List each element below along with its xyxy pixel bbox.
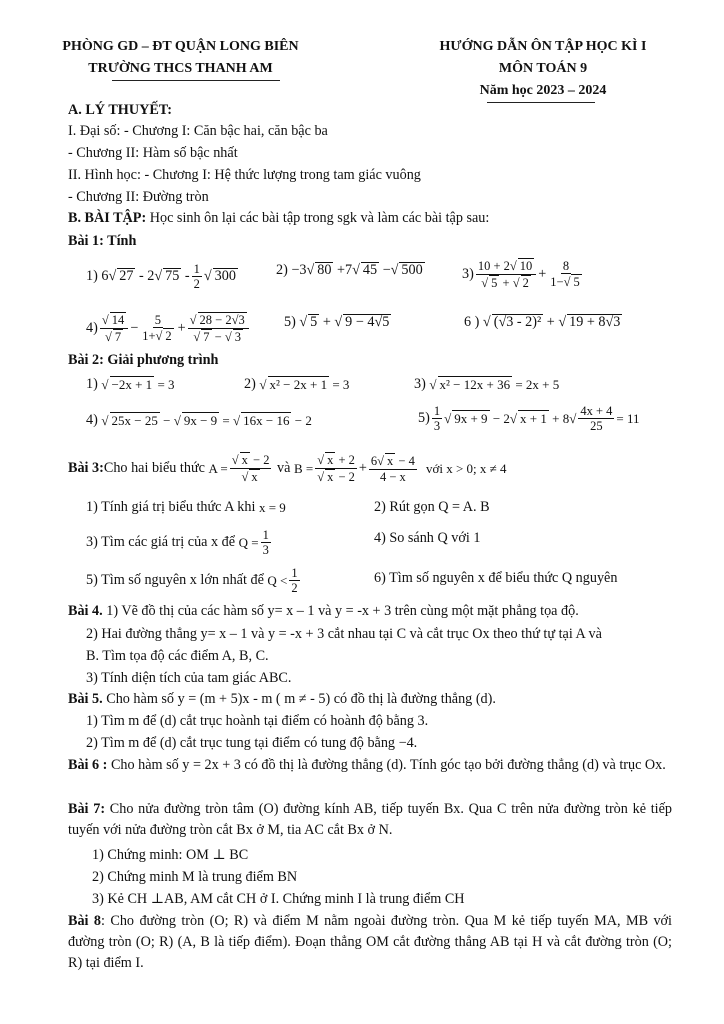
- bai7-q3: 3) Kẻ CH ⊥AB, AM cắt CH ở I. Chứng minh I là trung điểm CH: [92, 891, 465, 907]
- bai3-q4: 4) So sánh Q với 1: [374, 530, 481, 546]
- bai3-q6: 6) Tìm số nguyên x để biểu thức Q nguyên: [374, 570, 618, 586]
- header-right: [398, 36, 688, 102]
- bai4-line: 3) Tính diện tích của tam giác ABC.: [86, 670, 292, 686]
- bai5-line: 2) Tìm m để (d) cắt trục tung tại điểm có tung độ bằng −4.: [86, 735, 418, 751]
- bai2-item-4: 4) √ 25x − 25 − √ 9x − 9 = √ 16x − 16 − 2: [86, 412, 312, 428]
- school-name: TRƯỜNG THCS THANH AM: [88, 61, 273, 76]
- header-right-rule: [487, 102, 595, 103]
- bai7-q1: 1) Chứng minh: OM ⊥ BC: [92, 847, 249, 863]
- theory-line: - Chương II: Hàm số bậc nhất: [68, 145, 238, 161]
- department-name: PHÒNG GD – ĐT QUẬN LONG BIÊN: [62, 39, 299, 54]
- bai4-line: 2) Hai đường thẳng y= x – 1 và y = -x + 3 cắt nhau tại C và cắt trục Ox theo thứ tự tại A và: [86, 626, 602, 642]
- bai2-item-3: 3) √ x² − 12x + 36 = 2x + 5: [414, 376, 560, 392]
- theory-line: I. Đại số: - Chương I: Căn bậc hai, căn bậc ba: [68, 123, 328, 139]
- bai3-intro: Bài 3: Cho hai biểu thức A = $\frac{√ x - 2}{√ x}$ và B = $\frac{√ x + 2}{√ x - 2}$ + $\frac{6√ x - 4}{4 - x}$ với x > 0; x ≠ 4: [68, 453, 507, 484]
- bai1-item-5: 5) √ 5 + √ 9 − 4√5: [284, 314, 390, 330]
- school-year: Năm học 2023 – 2024: [479, 83, 607, 98]
- theory-line: II. Hình học: - Chương I: Hệ thức lượng trong tam giác vuông: [68, 167, 421, 183]
- bai3-q2: 2) Rút gọn Q = A. B: [374, 499, 490, 515]
- bai4-line: B. Tìm tọa độ các điểm A, B, C.: [86, 648, 269, 664]
- bai1-item-6: 6 ) √ (√3 - 2)² + √ 19 + 8√3: [464, 314, 621, 330]
- bai1-item-3: 3) 10 + 2√ 10 √ 5 + √ 2 + $\frac{8}{1-√ 5}$: [462, 259, 580, 290]
- bai5-line: 1) Tìm m để (d) cắt trục hoành tại điểm có hoành độ bằng 3.: [86, 713, 429, 729]
- bai7-q2: 2) Chứng minh M là trung điểm BN: [92, 869, 298, 885]
- document-title: HƯỚNG DẪN ÔN TẬP HỌC KÌ I: [439, 39, 647, 54]
- theory-heading: A. LÝ THUYẾT:: [68, 102, 172, 118]
- bai1-title: Bài 1: Tính: [68, 233, 137, 249]
- bai3-q5: 5) Tìm số nguyên x lớn nhất để Q < 1 2: [86, 566, 298, 595]
- bai1-item-2: 2) −3√ 80 +7√ 45 −√ 500: [276, 262, 423, 278]
- bai2-item-1: 1) √ −2x + 1 = 3: [86, 376, 175, 392]
- bai6-text: Bài 6 : Cho hàm số y = 2x + 3 có đồ thị là đường thẳng (d). Tính góc tạo bởi đường thẳng (d) và trục Ox.: [68, 757, 666, 773]
- bai2-item-2: 2) √ x² − 2x + 1 = 3: [244, 376, 350, 392]
- theory-line: - Chương II: Đường tròn: [68, 189, 209, 205]
- bai3-q1: 1) Tính giá trị biểu thức A khi x = 9: [86, 499, 286, 515]
- header-left-rule: [112, 80, 280, 81]
- bai2-title: Bài 2: Giải phương trình: [68, 352, 219, 368]
- bai2-item-5: 5) 1 3 √ 9x + 9 − 2√ x + 1 + 8√ $\frac{4x + 4}{25}$ = 11: [418, 404, 640, 433]
- subject-name: MÔN TOÁN 9: [498, 61, 588, 76]
- header-left: [38, 36, 323, 80]
- bai3-q3: 3) Tìm các giá trị của x để Q = $\frac{1}{3}$: [86, 528, 269, 557]
- bai1-item-1: 1) 6√ 27 - 2√ 75 - 1 2 √ 300: [86, 262, 236, 291]
- bai8-text: Bài 8: Cho đường tròn (O; R) và điểm M nằm ngoài đường tròn. Qua M kẻ tiếp tuyến MA, MB với đường tròn (O; R) (A, B là tiếp điểm). Đoạn thẳng OM cắt đường thẳng AB tại H và cắt đường tròn (O; R) tại điểm I.: [68, 913, 672, 971]
- bai4-line: Bài 4. 1) Vẽ đồ thị của các hàm số y= x – 1 và y = -x + 3 trên cùng một mặt phẳng tọa độ.: [68, 603, 579, 619]
- bai7-text: Bài 7: Cho nửa đường tròn tâm (O) đường kính AB, tiếp tuyến Bx. Qua C trên nửa đường tròn kẻ tiếp tuyến với nửa đường tròn cắt Bx ở M, tia AC cắt Bx ở N.: [68, 801, 672, 838]
- exercises-intro: B. BÀI TẬP: Học sinh ôn lại các bài tập trong sgk và làm các bài tập sau:: [68, 210, 490, 226]
- bai1-item-4: 4) √ 14 √ 7 − $\frac{5}{1+√ 2}$ + $\frac{√ 28 - 2√3}{√ 7 - √ 3}$: [86, 312, 251, 345]
- bai5-line: Bài 5. Cho hàm số y = (m + 5)x - m ( m ≠ - 5) có đồ thị là đường thẳng (d).: [68, 691, 496, 707]
